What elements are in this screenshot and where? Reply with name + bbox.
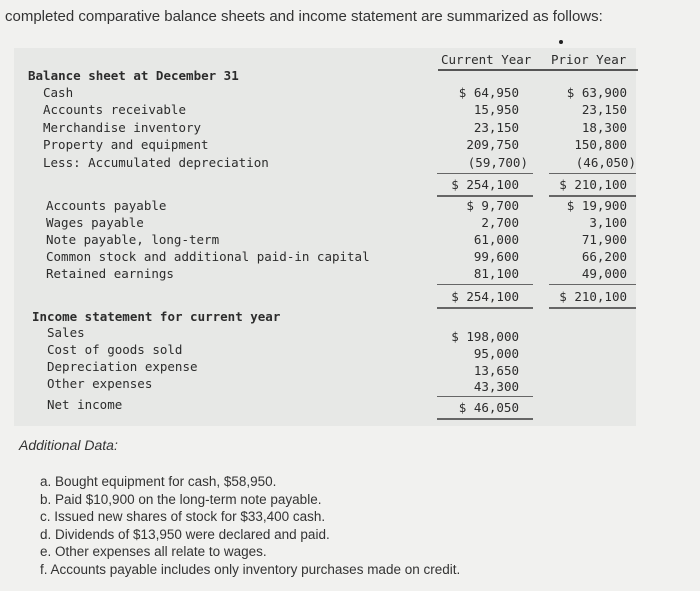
list-item: a. Bought equipment for cash, $58,950. [40, 474, 277, 489]
asset-prior: $ 63,900 [566, 85, 627, 100]
income-current: 95,000 [473, 346, 519, 361]
asset-prior: 18,300 [581, 120, 627, 135]
balance-sheet-title: Balance sheet at December 31 [28, 68, 239, 83]
asset-current: 15,950 [473, 102, 519, 117]
liability-prior: 3,100 [589, 215, 627, 230]
asset-current: (59,700) [467, 155, 528, 170]
asset-label: Property and equipment [43, 137, 209, 152]
income-label: Depreciation expense [47, 359, 198, 374]
assets-total-prior: $ 210,100 [559, 177, 627, 192]
liability-label: Retained earnings [46, 266, 174, 281]
liabilities-total-prior: $ 210,100 [559, 289, 627, 304]
liability-current: 99,600 [473, 249, 519, 264]
assets-total-current: $ 254,100 [451, 177, 519, 192]
liability-current: $ 9,700 [466, 198, 519, 213]
header-current-year: Current Year [441, 52, 532, 67]
liability-label: Accounts payable [46, 198, 167, 213]
intro-text: completed comparative balance sheets and income statement are summarized as follows: [5, 8, 603, 25]
total-double-rule [549, 307, 636, 309]
asset-current: 23,150 [473, 120, 519, 135]
asset-current: $ 64,950 [458, 85, 519, 100]
liability-prior: 66,200 [581, 249, 627, 264]
subtotal-rule [549, 173, 636, 174]
asset-label: Accounts receivable [43, 102, 186, 117]
income-current: $ 198,000 [451, 329, 519, 344]
liability-current: 81,100 [473, 266, 519, 281]
liability-label: Note payable, long-term [46, 232, 220, 247]
total-double-rule [437, 418, 533, 420]
list-item: f. Accounts payable includes only inventory purchases made on credit. [40, 561, 461, 577]
net-income-label: Net income [47, 397, 123, 412]
liability-current: 61,000 [473, 232, 519, 247]
list-item: b. Paid $10,900 on the long-term note payable. [40, 491, 322, 507]
net-income-current: $ 46,050 [458, 400, 519, 415]
subtotal-rule [437, 284, 533, 285]
income-label: Cost of goods sold [47, 342, 183, 357]
asset-label: Less: Accumulated depreciation [43, 155, 269, 170]
liability-prior: 49,000 [581, 266, 627, 281]
total-double-rule [549, 195, 636, 197]
liability-prior: $ 19,900 [566, 198, 627, 213]
subtotal-rule [549, 284, 636, 285]
asset-current: 209,750 [466, 137, 519, 152]
asset-prior: 150,800 [574, 137, 627, 152]
income-current: 43,300 [473, 379, 519, 394]
liability-label: Wages payable [46, 215, 144, 230]
liability-current: 2,700 [481, 215, 519, 230]
list-item: e. Other expenses all relate to wages. [40, 544, 267, 559]
asset-label: Merchandise inventory [43, 120, 202, 135]
asset-label: Cash [43, 85, 74, 100]
total-double-rule [437, 195, 533, 197]
income-current: 13,650 [473, 363, 519, 378]
asset-prior: (46,050) [575, 155, 636, 170]
liability-prior: 71,900 [581, 232, 627, 247]
income-label: Sales [47, 325, 85, 340]
income-label: Other expenses [47, 376, 153, 391]
total-double-rule [437, 307, 533, 309]
header-prior-year: Prior Year [551, 52, 627, 67]
additional-data-title: Additional Data: [19, 437, 118, 453]
asset-prior: 23,150 [581, 102, 627, 117]
list-item: d. Dividends of $13,950 were declared and paid. [40, 526, 330, 542]
subtotal-rule [437, 173, 533, 174]
liabilities-total-current: $ 254,100 [451, 289, 519, 304]
header-underline [438, 69, 638, 71]
income-statement-title: Income statement for current year [32, 309, 281, 324]
subtotal-rule [437, 396, 533, 397]
cursor-dot [559, 40, 563, 44]
list-item: c. Issued new shares of stock for $33,400 cash. [40, 509, 326, 524]
additional-data-list [40, 473, 460, 578]
liability-label: Common stock and additional paid-in capital [46, 249, 370, 264]
